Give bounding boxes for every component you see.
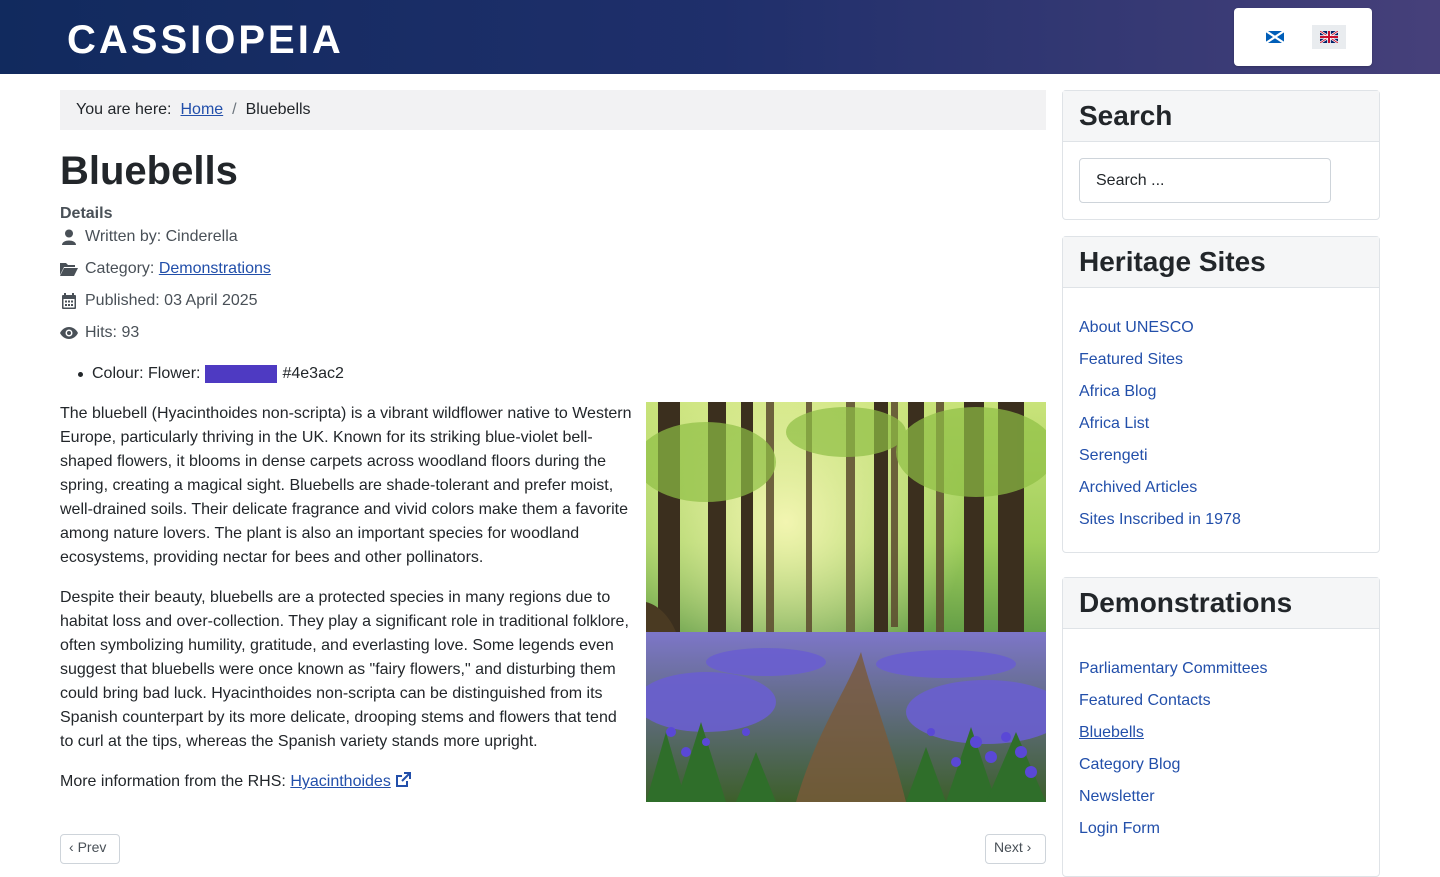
menu-link-serengeti[interactable]: Serengeti: [1079, 447, 1148, 464]
list-item: [1079, 685, 1363, 717]
colour-label: Colour: Flower:: [92, 365, 201, 382]
language-switcher: [1234, 8, 1372, 66]
colour-value: #4e3ac2: [282, 365, 344, 382]
menu-link-archived-articles[interactable]: Archived Articles: [1079, 479, 1198, 496]
list-item: [1079, 749, 1363, 781]
search-input[interactable]: [1079, 158, 1331, 203]
menu-link-category-blog[interactable]: Category Blog: [1079, 756, 1181, 773]
menu-link-featured-contacts[interactable]: Featured Contacts: [1079, 692, 1211, 709]
scotland-flag-icon[interactable]: [1258, 25, 1292, 49]
list-item: [1079, 717, 1363, 749]
meta-author: [60, 228, 238, 246]
colour-swatch: [205, 365, 277, 383]
meta-published: [60, 292, 258, 310]
list-item: [1079, 376, 1363, 408]
uk-flag-icon[interactable]: [1312, 25, 1346, 49]
prev-button[interactable]: ‹ Prev: [60, 834, 120, 864]
list-item: [1079, 781, 1363, 813]
breadcrumb: [60, 90, 1046, 130]
heritage-card-body: [1063, 288, 1379, 552]
menu-link-bluebells[interactable]: Bluebells: [1079, 724, 1144, 741]
bluebell-forest-image: [646, 402, 1046, 802]
article-body: [60, 402, 632, 812]
folder-open-icon: [60, 260, 78, 278]
search-card-title: Search: [1063, 91, 1379, 142]
demonstrations-card: [1062, 577, 1380, 877]
calendar-icon: [60, 292, 78, 310]
heritage-menu: [1079, 304, 1363, 536]
article-paragraph: The bluebell (Hyacinthoides non-scripta) is a vibrant wildflower native to Western Europe, particularly thriving in the UK. Known for its striking blue-violet bell-shaped flowers, it blooms in dense carpets across woodland floors during the spring, creating a magical sight. Bluebells are shade-tolerant and prefer moist, well-drained soils. Their delicate fragrance and vivid colors make them a favorite among nature lovers. The plant is also an important species for woodland ecosystems, providing nectar for bees and other pollinators.: [60, 405, 632, 566]
breadcrumb-home-link[interactable]: Home: [180, 101, 224, 118]
search-card-body: [1063, 142, 1379, 219]
rhs-link[interactable]: [290, 773, 391, 790]
demonstrations-menu: [1079, 645, 1363, 845]
search-card: [1062, 90, 1380, 220]
site-brand[interactable]: CASSIOPEIA: [67, 18, 344, 62]
meta-author-text: Written by: Cinderella: [85, 228, 238, 245]
next-label: Next: [994, 839, 1023, 855]
demonstrations-card-body: [1063, 629, 1379, 861]
article-paragraph: Despite their beauty, bluebells are a protected species in many regions due to habitat loss and over-collection. They play a significant role in traditional folklore, often symbolizing humility, gratitude, and everlasting love. Some legends even suggest that bluebells were once known as "fairy flowers," and disturbing them could bring bad luck. Hyacinthoides non-scripta can be distinguished from its Spanish counterpart by its more delicate, drooping stems and flowers that tend to curl at the tips, whereas the Spanish variety stands more upright.: [60, 589, 629, 750]
menu-link-africa-list[interactable]: Africa List: [1079, 415, 1150, 432]
list-item: [1079, 344, 1363, 376]
list-item: [1079, 813, 1363, 845]
breadcrumb-separator: /: [232, 101, 237, 118]
menu-link-parliamentary-committees[interactable]: Parliamentary Committees: [1079, 660, 1268, 677]
list-item: [1079, 653, 1363, 685]
heritage-card: [1062, 236, 1380, 553]
external-link-icon: [395, 772, 411, 796]
site-header: [0, 0, 1440, 74]
next-button[interactable]: Next ›: [985, 834, 1046, 864]
list-item: [1079, 504, 1363, 536]
menu-link-featured-sites[interactable]: Featured Sites: [1079, 351, 1184, 368]
list-item: [1079, 408, 1363, 440]
prev-label: Prev: [77, 839, 107, 855]
menu-link-newsletter[interactable]: Newsletter: [1079, 788, 1155, 805]
list-item: [1079, 440, 1363, 472]
user-icon: [60, 228, 78, 246]
more-info: [60, 770, 632, 796]
demonstrations-card-title: Demonstrations: [1063, 578, 1379, 629]
list-bullet: [78, 372, 83, 377]
meta-category-label: Category:: [85, 260, 155, 277]
menu-link-login-form[interactable]: Login Form: [1079, 820, 1160, 837]
list-item: [1079, 472, 1363, 504]
details-label: Details: [60, 205, 113, 222]
meta-hits-text: Hits: 93: [85, 324, 140, 341]
list-item: [1079, 312, 1363, 344]
page-title: Bluebells: [60, 149, 238, 193]
eye-icon: [60, 324, 78, 342]
meta-category-link[interactable]: Demonstrations: [158, 260, 271, 277]
meta-published-text: Published: 03 April 2025: [85, 292, 258, 309]
meta-category: [60, 260, 271, 278]
colour-field: [78, 365, 344, 383]
menu-link-about-unesco[interactable]: About UNESCO: [1079, 319, 1194, 336]
more-info-label: More information from the RHS:: [60, 773, 286, 790]
menu-link-sites-1978[interactable]: Sites Inscribed in 1978: [1079, 511, 1241, 528]
rhs-link-text: Hyacinthoides: [290, 773, 391, 790]
heritage-card-title: Heritage Sites: [1063, 237, 1379, 288]
meta-hits: [60, 324, 139, 342]
breadcrumb-prefix: You are here:: [76, 101, 172, 118]
menu-link-africa-blog[interactable]: Africa Blog: [1079, 383, 1157, 400]
breadcrumb-current: Bluebells: [245, 101, 311, 118]
